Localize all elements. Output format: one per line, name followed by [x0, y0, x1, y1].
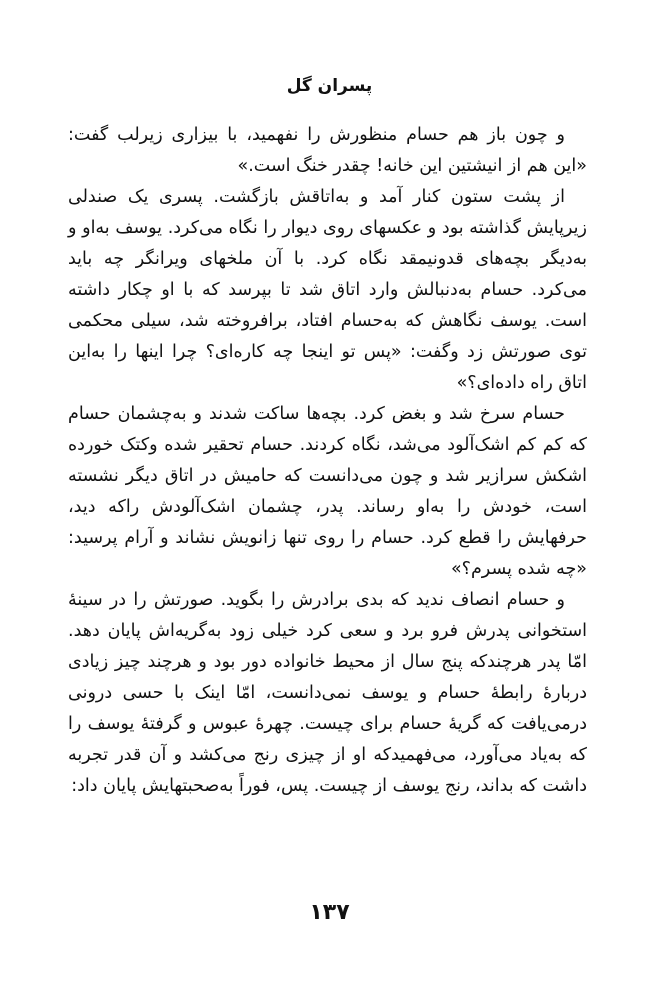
paragraph-1: و چون باز هم حسام منظورش را نفهمید، با بیزاری زیرلب گفت: «این هم از انیشتین این خانه! چقدر خنگ است.»	[68, 125, 587, 176]
paragraph-4: و حسام انصاف ندید که بدی برادرش را بگوید. صورتش را در سینهٔ استخوانی پدرش فرو برد و سعی کرد خیلی زود به‌گریه‌اش پایان دهد. امّا پدر هرچندکه پنج سال از محیط خانواده دور بود و هرچند چیز زیادی دربارهٔ رابطهٔ حسام و یوسف نمی‌دانست، امّا اینک با حسی درونی درمی‌یافت که گریهٔ حسام برای چیست. چهرهٔ عبوس و گرفتهٔ یوسف را که به‌یاد می‌آورد، می‌فهمیدکه او از چیزی رنج می‌کشد و آن قدر تجربه داشت که بداند، رنج یوسف از چیست. پس، فوراً به‌صحبتهایش پایان داد:	[68, 590, 587, 796]
paragraph-2: از پشت ستون کنار آمد و به‌اتاقش بازگشت. پسری یک صندلی زیرپایش گذاشته بود و عکسهای روی دیوار را نگاه می‌کرد. یوسف به‌او و به‌دیگر بچه‌های قدونیمقد نگاه کرد. با آن ملخهای ویرانگر چه باید می‌کرد. حسام به‌دنبالش وارد اتاق شد تا بپرسد که با او چکار داشته است. یوسف نگاهش که به‌حسام افتاد، برافروخته شد، سیلی محکمی توی صورتش زد وگفت: «پس تو اینجا چه کاره‌ای؟ چرا اینها را به‌این اتاق راه داده‌ای؟»	[68, 187, 587, 393]
page-number: ۱۳۷	[309, 900, 350, 925]
paragraph-3: حسام سرخ شد و بغض کرد. بچه‌ها ساکت شدند و به‌چشمان حسام که کم کم اشک‌آلود می‌شد، نگاه کردند. حسام تحقیر شده وکتک خورده اشکش سرازیر شد و چون می‌دانست که حامیش در اتاق دیگر نشسته است، خودش را به‌او رساند. پدر، چشمان اشک‌آلودش راکه دید، حرفهایش را قطع کرد. حسام را روی تنها زانویش نشاند و آرام پرسید: «چه شده پسرم؟»	[68, 404, 587, 579]
running-head: پسران گل	[286, 76, 373, 96]
body-text	[68, 120, 587, 802]
